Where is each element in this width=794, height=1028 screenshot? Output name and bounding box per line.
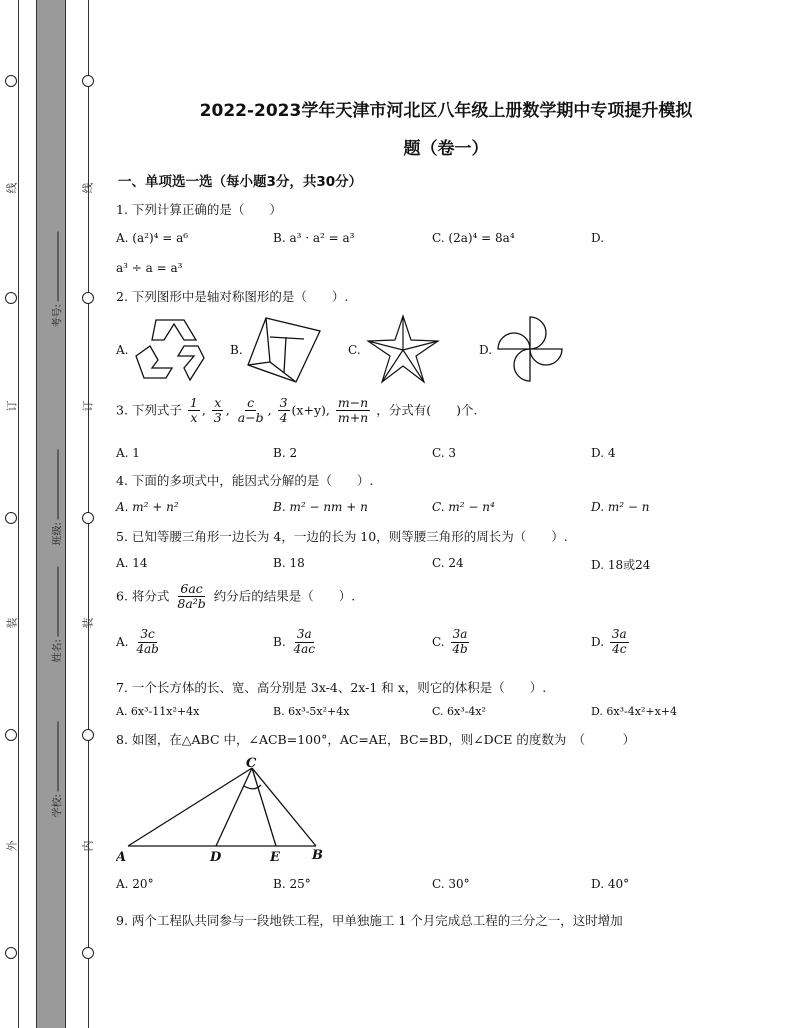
school-field[interactable] [49, 718, 64, 818]
q6-option-d-label: D. [591, 634, 605, 649]
name-label: 姓名: [52, 639, 64, 663]
q7-option-b[interactable]: B. 6x³-5x²+4x [273, 705, 350, 718]
binding-hole [5, 512, 17, 524]
section-heading: 一、单项选一选（每小题3分，共30分） [118, 174, 363, 190]
q2-option-c[interactable]: C. [348, 343, 361, 357]
question-8: 8. 如图，在△ABC 中，∠ACB=100°，AC=AE，BC=BD，则∠DCE 的度数为 （ ） [116, 732, 636, 747]
binding-hole [5, 947, 17, 959]
q6-c-fraction: $\frac{3a}{4b}$ [452, 627, 468, 656]
q5-option-a[interactable]: A. 14 [116, 556, 148, 570]
outer-label: 装 [5, 617, 19, 629]
q6-option-b[interactable] [273, 628, 319, 657]
q3-option-c[interactable]: C. 3 [432, 446, 457, 460]
class-label: 班级: [52, 522, 64, 546]
q6-a-fraction: $\frac{3c}{4ab}$ [136, 627, 159, 656]
q6-option-a-label: A. [116, 634, 129, 649]
q6-fraction: $\frac{6ac}{\text{8a²b}}$ [177, 581, 206, 612]
q6-option-c[interactable] [432, 628, 472, 657]
binding-margin [0, 0, 100, 1028]
class-field[interactable] [49, 446, 64, 546]
q7-option-c[interactable]: C. 6x³-4x² [432, 705, 486, 718]
q3-suffix: ，分式有( )个. [376, 402, 478, 418]
q1-option-a[interactable]: A. (a²)⁴ = a⁶ [116, 231, 189, 245]
q6-prefix: 6. 将分式 [116, 588, 170, 604]
label-a: A [116, 850, 127, 865]
binding-hole [5, 292, 17, 304]
q1-option-d-cont: a³ ÷ a = a³ [116, 261, 183, 275]
binding-hole [82, 512, 94, 524]
outer-label: 线 [5, 182, 19, 194]
q6-option-a[interactable] [116, 628, 163, 657]
label-e: E [270, 850, 280, 865]
q5-option-c[interactable]: C. 24 [432, 556, 464, 570]
q4-option-a[interactable]: A. m² + n² [116, 500, 179, 514]
binding-hole [82, 292, 94, 304]
q3-fraction: $\frac{3}{4}$ [279, 395, 288, 426]
question-1: 1. 下列计算正确的是（ ） [116, 202, 282, 217]
q3-fraction: $\frac{x}{3}$ [213, 395, 222, 426]
q6-option-c-label: C. [432, 634, 445, 649]
q3-option-d[interactable]: D. 4 [591, 446, 616, 460]
outer-label: 外 [5, 840, 19, 852]
binding-hole [5, 729, 17, 741]
q3-option-b[interactable]: B. 2 [273, 446, 298, 460]
q7-option-a[interactable]: A. 6x³-11x²+4x [116, 705, 200, 718]
q8-option-c[interactable]: C. 30° [432, 877, 470, 891]
outer-cut-line [18, 0, 19, 1028]
recycle-figure [134, 316, 206, 382]
q5-option-d[interactable]: D. 18或24 [591, 558, 651, 572]
question-3: 3. 下列式子 $\frac{1}{x}$ , $\frac{x}{3}$ , $\frac{c}{a-b}$ , $\frac{3}{4}$ (x+y), $\frac{m-n}{m+n}$ ，分式有( )个. [116, 395, 478, 426]
inner-label: 内 [81, 840, 95, 852]
question-9: 9. 两个工程队共同参与一段地铁工程，甲单独施工 1 个月完成总工程的三分之一，这时增加 [116, 913, 623, 928]
binding-hole [82, 947, 94, 959]
school-label: 学校: [52, 794, 64, 818]
binding-hole [5, 75, 17, 87]
q6-option-d[interactable] [591, 628, 631, 657]
label-d: D [210, 850, 222, 865]
q7-option-d[interactable]: D. 6x³-4x²+x+4 [591, 705, 677, 718]
q3-fraction: $\frac{1}{x}$ [189, 395, 198, 426]
exam-number-field[interactable] [49, 228, 64, 328]
q3-option-a[interactable]: A. 1 [116, 446, 140, 460]
question-2: 2. 下列图形中是轴对称图形的是（ ）. [116, 289, 349, 304]
q6-b-fraction: $\frac{3a}{4ac}$ [293, 627, 315, 656]
exam-number-label: 考号: [52, 304, 64, 328]
outer-label: 订 [5, 400, 19, 412]
q3-fraction: $\frac{m-n}{m+n}$ [337, 395, 369, 426]
q1-option-d[interactable]: D. [591, 231, 605, 245]
square-kite-figure [246, 315, 322, 385]
binding-hole [82, 729, 94, 741]
q2-option-d[interactable]: D. [479, 343, 493, 357]
q2-option-b[interactable]: B. [230, 343, 243, 357]
q1-option-c[interactable]: C. (2a)⁴ = 8a⁴ [432, 231, 515, 245]
question-6 [116, 582, 355, 612]
q6-suffix: 约分后的结果是（ ）. [213, 588, 356, 604]
q4-option-b[interactable]: B. m² − nm + n [273, 500, 368, 514]
q4-option-d[interactable]: D. m² − n [591, 500, 650, 514]
q4-option-c[interactable]: C. m² − n⁴ [432, 500, 495, 514]
q3-prefix: 3. 下列式子 [116, 402, 182, 418]
inner-label: 线 [81, 182, 95, 194]
q3-fraction: $\frac{c}{a-b}$ [237, 395, 264, 426]
q6-d-fraction: $\frac{3a}{4c}$ [611, 627, 627, 656]
q8-option-b[interactable]: B. 25° [273, 877, 311, 891]
inner-label: 订 [81, 400, 95, 412]
q1-option-b[interactable]: B. a³ · a² = a³ [273, 231, 355, 245]
pinwheel-figure [496, 314, 564, 384]
star-figure [366, 314, 440, 384]
triangle-figure [116, 754, 338, 866]
binding-hole [82, 75, 94, 87]
question-5: 5. 已知等腰三角形一边长为 4，一边的长为 10，则等腰三角形的周长为（ ）. [116, 529, 568, 544]
question-7: 7. 一个长方体的长、宽、高分别是 3x-4、2x-1 和 x，则它的体积是（ ）. [116, 680, 547, 695]
q8-option-a[interactable]: A. 20° [116, 877, 154, 891]
q5-option-b[interactable]: B. 18 [273, 556, 305, 570]
q2-option-a[interactable]: A. [116, 343, 129, 357]
q6-option-b-label: B. [273, 634, 286, 649]
label-c: C [246, 756, 257, 771]
page-title-cont: 题（卷一） [403, 139, 489, 159]
inner-label: 装 [81, 617, 95, 629]
label-b: B [312, 848, 323, 863]
question-4: 4. 下面的多项式中，能因式分解的是（ ）. [116, 473, 374, 488]
name-field[interactable] [49, 563, 64, 663]
q3-fraction-tail: (x+y), [291, 402, 330, 418]
q8-option-d[interactable]: D. 40° [591, 877, 630, 891]
page-title: 2022-2023学年天津市河北区八年级上册数学期中专项提升模拟 [199, 101, 693, 121]
